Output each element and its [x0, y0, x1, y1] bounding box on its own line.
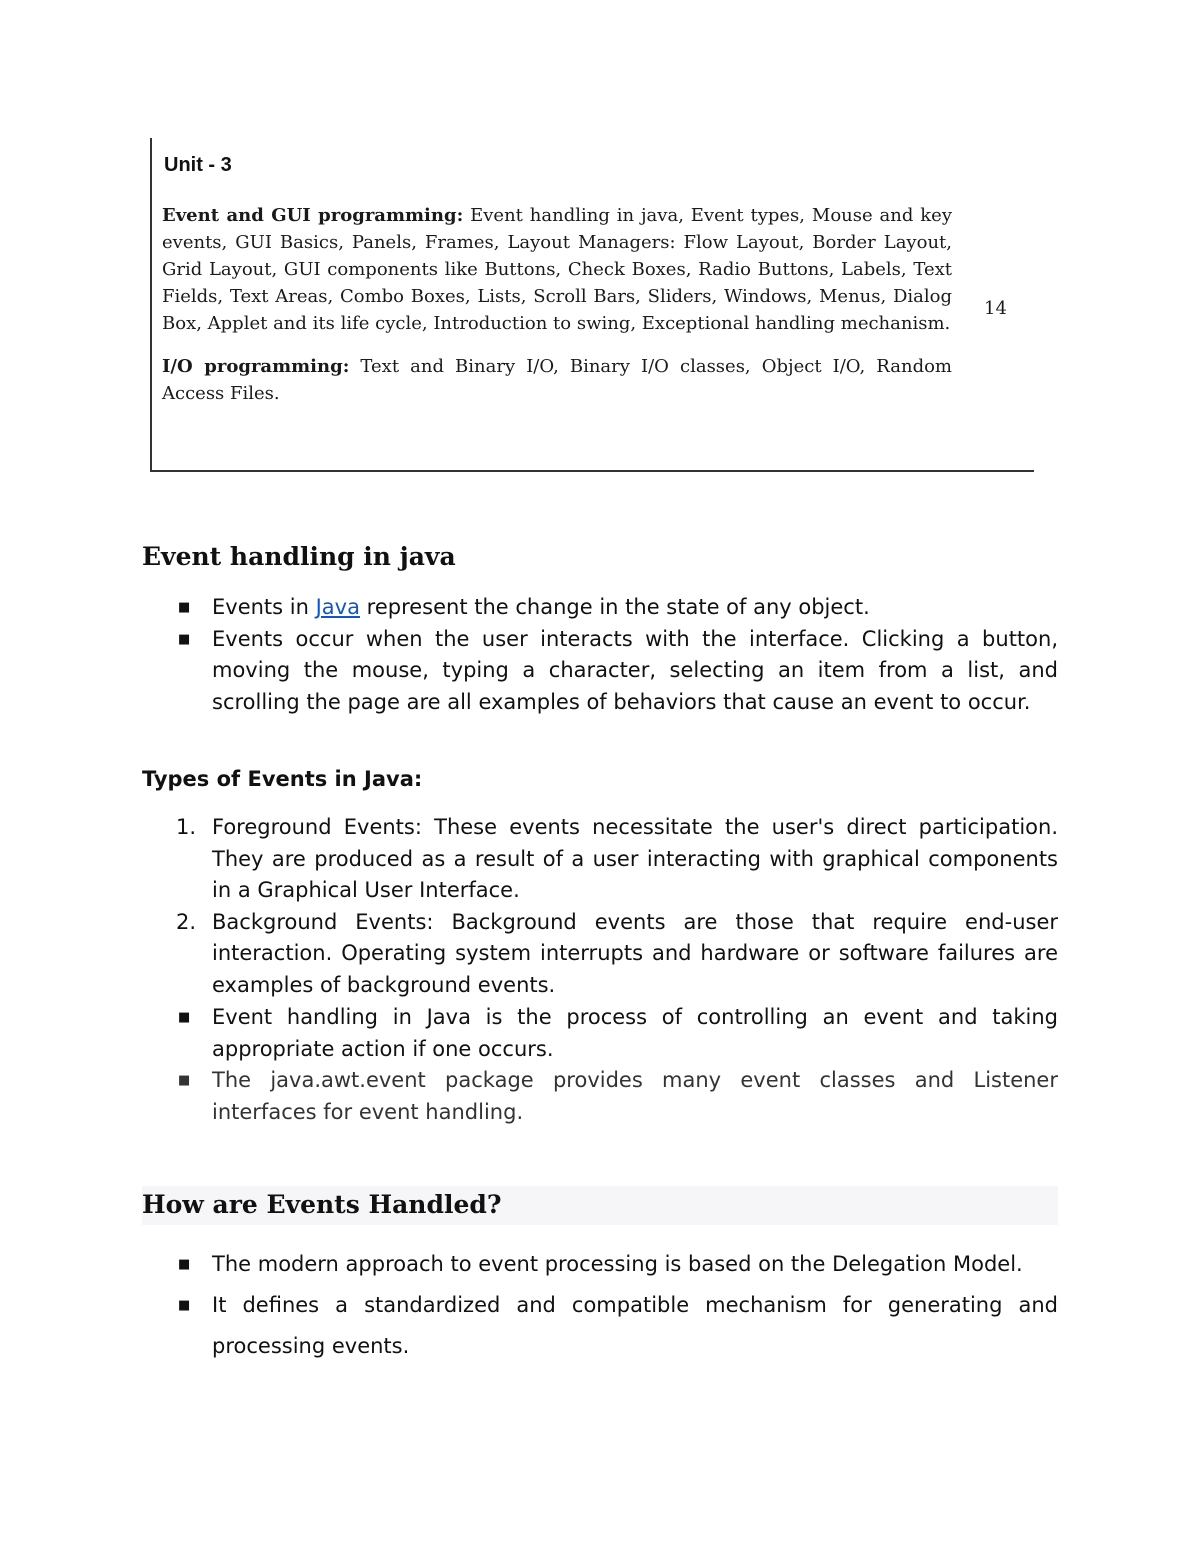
list-item: 1. Foreground Events: These events necessitate the user's direct participation. They are produced as a result of a user interacting with graphical components in a Graphical User Interface. [142, 812, 1058, 907]
square-bullet-icon: ■ [178, 1073, 191, 1088]
types-of-events-heading: Types of Events in Java: [142, 767, 423, 791]
delegation-bullet-list [142, 1244, 1058, 1367]
event-types-list [142, 812, 1058, 1001]
java-link[interactable]: Java [315, 595, 360, 619]
intro-bullet-list [142, 592, 1058, 718]
io-text: Text and Binary I/O, Binary I/O classes, Object I/O, Random Access Files. [162, 356, 952, 404]
list-number: 2. [176, 909, 197, 934]
event-gui-paragraph [162, 202, 952, 337]
unit-description [162, 202, 952, 423]
list-item: 2. Background Events: Background events are those that require end-user interaction. Operating system interrupts and hardware or software failures are examples of background events. [142, 907, 1058, 1002]
io-label: I/O programming: [162, 356, 350, 377]
list-number: 1. [176, 815, 197, 839]
list-item: ■ Events in Java represent the change in the state of any object. [142, 592, 1058, 624]
list-item: ■ Event handling in Java is the process of controlling an event and taking appropriate action if one occurs. [142, 1002, 1058, 1065]
square-bullet-icon: ■ [178, 1298, 191, 1313]
list-item: ■ Events occur when the user interacts with the interface. Clicking a button, moving the mouse, typing a character, selecting an item from a list, and scrolling the page are all examples of behaviors that cause an event to occur. [142, 624, 1058, 719]
square-bullet-icon: ■ [178, 1010, 191, 1025]
event-gui-label: Event and GUI programming: [162, 205, 464, 226]
event-gui-text: Event handling in java, Event types, Mouse and key events, GUI Basics, Panels, Frames, Layout Managers: Flow Layout, Border Layout, Grid Layout, GUI components like Buttons, Check Boxes, Radio Buttons, Labels, Text Fields, Text Areas, Combo Boxes, Lists, Scroll Bars, Sliders, Windows, Menus, Dialog Box, Applet and its life cycle, Introduction to swing, Exceptional handling mechanism. [162, 205, 952, 334]
section-heading-event-handling: Event handling in java [142, 542, 456, 571]
square-bullet-icon: ■ [178, 600, 191, 615]
square-bullet-icon: ■ [178, 1257, 191, 1272]
list-item: ■ The java.awt.event package provides many event classes and Listener interfaces for event handling. [142, 1065, 1058, 1128]
list-item: ■ It defines a standardized and compatible mechanism for generating and processing events. [142, 1285, 1058, 1367]
event-handling-bullet-list [142, 1002, 1058, 1128]
list-item: ■ The modern approach to event processing is based on the Delegation Model. [142, 1244, 1058, 1285]
io-paragraph [162, 353, 952, 407]
unit-title: Unit - 3 [164, 154, 232, 176]
unit-syllabus-table [150, 138, 1034, 472]
unit-hours: 14 [984, 298, 1007, 319]
section-heading-how-events-handled: How are Events Handled? [142, 1186, 1058, 1225]
square-bullet-icon: ■ [178, 631, 191, 647]
